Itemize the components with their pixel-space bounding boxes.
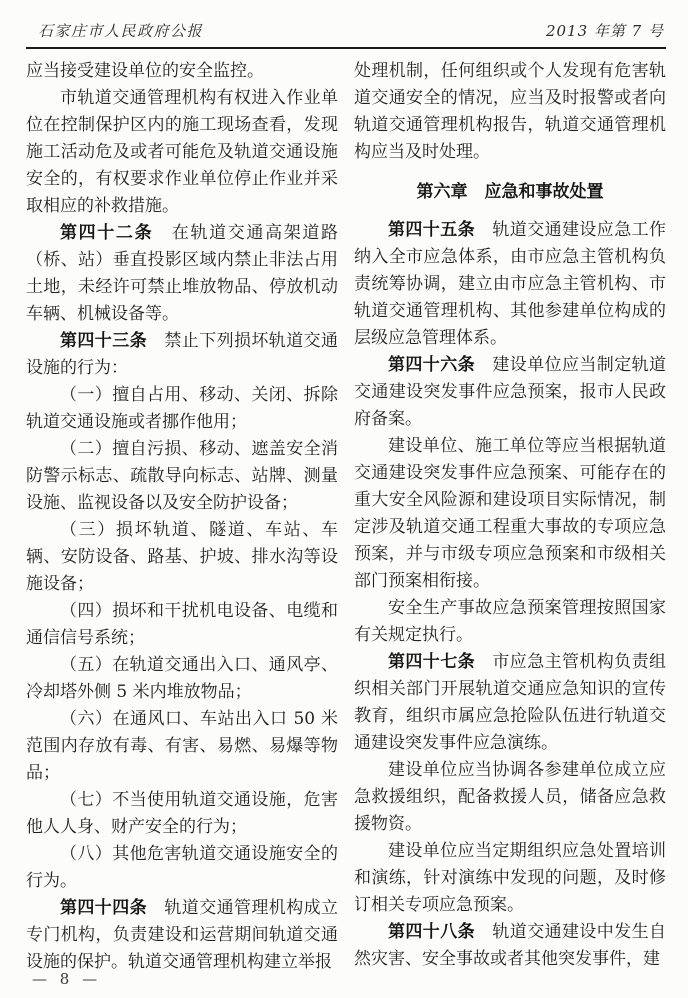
article-number: 第四十四条 <box>60 898 147 918</box>
paragraph: 应当接受建设单位的安全监控。 <box>26 61 264 81</box>
chapter-heading: 第六章 应急和事故处置 <box>416 182 604 202</box>
paragraph: （三）损坏轨道、隧道、车站、车辆、安防设备、路基、护坡、排水沟等设施设备； <box>26 520 338 594</box>
article-paragraph: 第四十五条 轨道交通建设应急工作纳入全市应急体系，由市应急主管机构负责统筹协调，建立由市应急主管机构、市轨道交通管理机构、其他参建单位构成的层级应急管理体系。 <box>354 220 666 348</box>
paragraph: （八）其他危害轨道交通设施安全的行为。 <box>26 844 338 891</box>
article-number: 第四十八条 <box>388 922 475 942</box>
issue-number: 2013 年第 7 号 <box>545 22 664 40</box>
page-number: — 8 — <box>32 970 102 988</box>
paragraph: （六）在通风口、车站出入口 50 米范围内存放有毒、有害、易燃、易爆等物品； <box>26 709 338 783</box>
paragraph: 处理机制，任何组织或个人发现有危害轨道交通安全的情况，应当及时报警或者向轨道交通管理机构报告，轨道交通管理机构应当及时处理。 <box>354 61 666 162</box>
right-column <box>354 58 666 976</box>
paragraph: （五）在轨道交通出入口、通风亭、冷却塔外侧 5 米内堆放物品； <box>26 655 338 702</box>
paragraph: （二）擅自污损、移动、遮盖安全消防警示标志、疏散导向标志、站牌、测量设施、监视设备以及安全防护设备； <box>26 439 338 513</box>
article-number: 第四十六条 <box>388 355 475 375</box>
paragraph: 建设单位、施工单位等应当根据轨道交通建设突发事件应急预案、可能存在的重大安全风险源和建设项目实际情况，制定涉及轨道交通工程重大事故的专项应急预案，并与市级专项应急预案和市级相关部门预案相衔接。 <box>354 436 666 591</box>
article-paragraph: 第四十二条 在轨道交通高架道路（桥、站）垂直投影区域内禁止非法占用土地，未经许可禁止堆放物品、停放机动车辆、机械设备等。 <box>26 223 339 324</box>
article-number: 第四十三条 <box>60 331 147 351</box>
article-number: 第四十五条 <box>388 220 475 240</box>
paragraph: 建设单位应当定期组织应急处置培训和演练，针对演练中发现的问题，及时修订相关专项应急预案。 <box>354 841 666 915</box>
two-column-body <box>26 58 666 976</box>
article-number: 第四十七条 <box>388 652 475 672</box>
publication-title: 石家庄市人民政府公报 <box>38 22 204 40</box>
article-paragraph: 第四十八条 轨道交通建设中发生自然灾害、安全事故或者其他突发事件，建 <box>354 922 666 969</box>
paragraph: （四）损坏和干扰机电设备、电缆和通信信号系统； <box>26 601 338 648</box>
article-paragraph: 第四十四条 轨道交通管理机构成立专门机构，负责建设和运营期间轨道交通设施的保护。轨道交通管理机构建立举报 <box>26 898 338 972</box>
paragraph: 市轨道交通管理机构有权进入作业单位在控制保护区内的施工现场查看，发现施工活动危及或者可能危及轨道交通设施安全的，有权要求作业单位停止作业并采取相应的补救措施。 <box>26 88 338 216</box>
paragraph: （七）不当使用轨道交通设施，危害他人人身、财产安全的行为； <box>26 790 338 837</box>
paragraph: 建设单位应当协调各参建单位成立应急救援组织，配备救援人员，储备应急救援物资。 <box>354 760 666 834</box>
page-header <box>26 20 666 45</box>
paragraph: 安全生产事故应急预案管理按照国家有关规定执行。 <box>354 598 666 645</box>
article-paragraph: 第四十六条 建设单位应当制定轨道交通建设突发事件应急预案，报市人民政府备案。 <box>354 355 666 429</box>
header-rule <box>26 47 666 49</box>
paragraph: （一）擅自占用、移动、关闭、拆除轨道交通设施或者挪作他用； <box>26 385 338 432</box>
article-number: 第四十二条 <box>60 223 154 243</box>
left-column <box>26 58 338 976</box>
article-paragraph: 第四十七条 市应急主管机构负责组织相关部门开展轨道交通应急知识的宣传教育，组织市属应急抢险队伍进行轨道交通建设突发事件应急演练。 <box>354 652 666 753</box>
article-paragraph: 第四十三条 禁止下列损坏轨道交通设施的行为： <box>26 331 338 378</box>
